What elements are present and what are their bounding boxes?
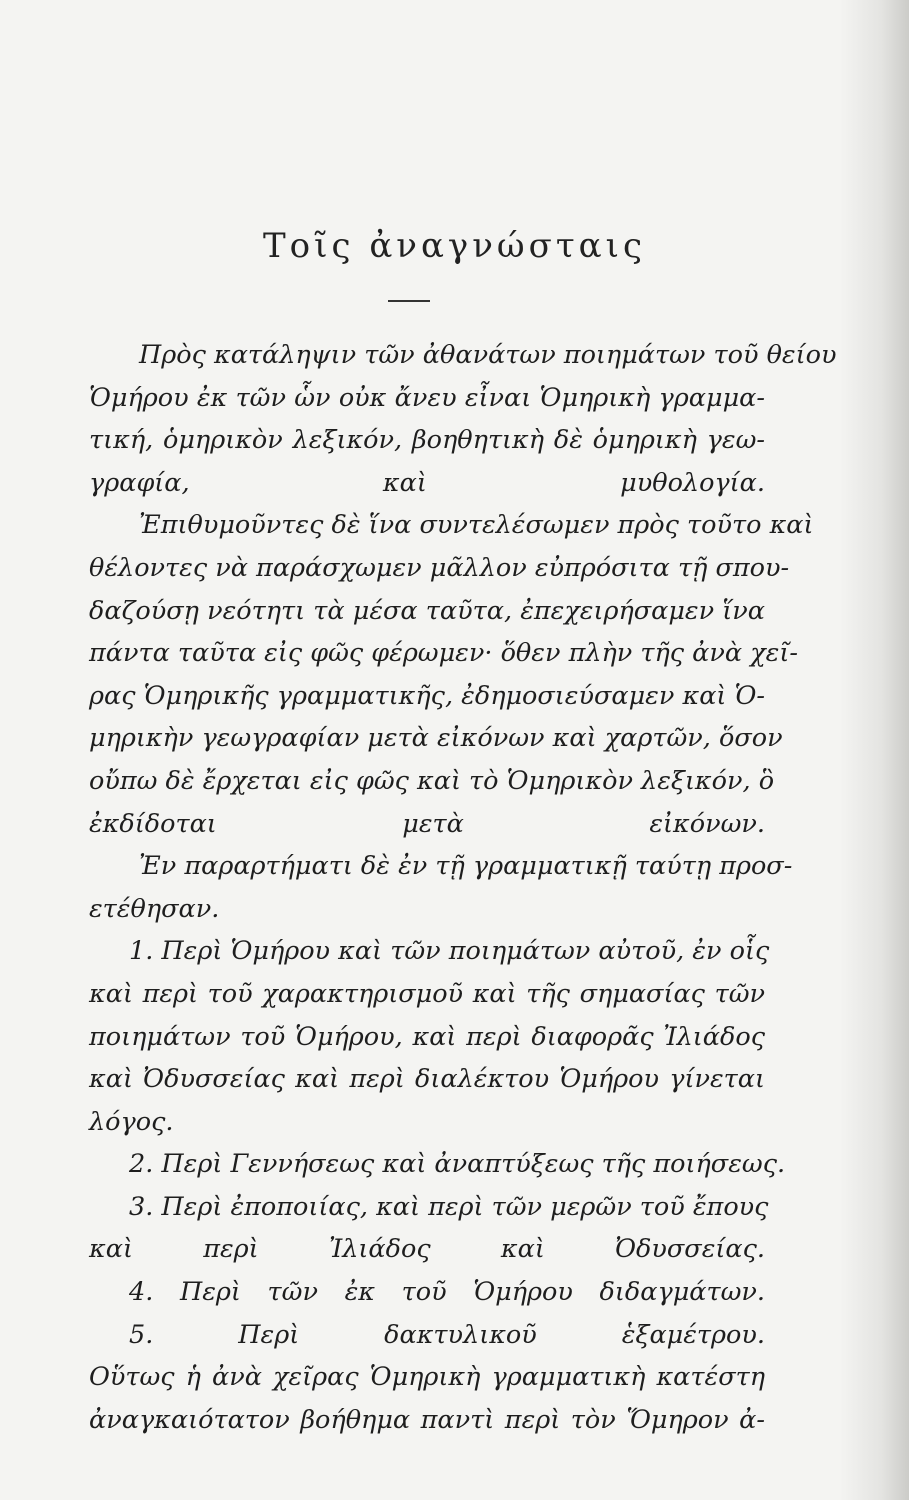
- text-line: Πρὸς κατάληψιν τῶν ἀθανάτων ποιημάτων τοῦ θείου: [139, 340, 837, 370]
- text-line: οὔπω δὲ ἔρχεται εἰς φῶς καὶ τὸ Ὁμηρικὸν λεξικόν, ὃ: [89, 765, 775, 796]
- text-line: ποιημάτων τοῦ Ὁμήρου, καὶ περὶ διαφορᾶς Ἰλιάδος: [89, 1021, 765, 1052]
- text-line: Ἐπιθυμοῦντες δὲ ἵνα συντελέσωμεν πρὸς τοῦτο καὶ: [139, 510, 814, 541]
- text-line: 4. Περὶ τῶν ἐκ τοῦ Ὁμήρου διδαγμάτων.: [129, 1277, 765, 1308]
- text-line: καὶ περὶ Ἰλιάδος καὶ Ὀδυσσείας.: [89, 1234, 765, 1265]
- text-line: 1. Περὶ Ὁμήρου καὶ τῶν ποιημάτων αὐτοῦ, ἐν οἷς: [129, 936, 770, 967]
- text-line: Ὁμήρου ἐκ τῶν ὧν οὐκ ἄνευ εἶναι Ὁμηρικὴ γραμμα-: [89, 382, 765, 413]
- text-line: Ἐν παραρτήματι δὲ ἐν τῇ γραμματικῇ ταύτῃ προσ-: [139, 851, 793, 882]
- text-line: καὶ Ὀδυσσείας καὶ περὶ διαλέκτου Ὁμήρου γίνεται: [89, 1064, 765, 1095]
- text-line: μηρικὴν γεωγραφίαν μετὰ εἰκόνων καὶ χαρτῶν, ὅσον: [89, 723, 783, 754]
- text-line: ἐκδίδοται μετὰ εἰκόνων.: [89, 808, 765, 839]
- text-line: γραφία, καὶ μυθολογία.: [89, 467, 765, 498]
- page-edge-shadow: [839, 0, 909, 1500]
- text-line: θέλοντες νὰ παράσχωμεν μᾶλλον εὐπρόσιτα τῇ σπου-: [89, 552, 790, 583]
- text-line: ετέθησαν.: [89, 893, 220, 924]
- body-text: [89, 334, 837, 1441]
- text-line: 3. Περὶ ἐποποιίας, καὶ περὶ τῶν μερῶν τοῦ ἔπους: [129, 1191, 769, 1222]
- heading-rule: [388, 300, 430, 302]
- text-line: καὶ περὶ τοῦ χαρακτηρισμοῦ καὶ τῆς σημασίας τῶν: [89, 978, 765, 1009]
- page-heading: Τοῖς ἀναγνώσταις: [263, 226, 646, 266]
- text-line: πάντα ταῦτα εἰς φῶς φέρωμεν· ὅθεν πλὴν τῆς ἀνὰ χεῖ-: [89, 638, 798, 669]
- text-line: 2. Περὶ Γεννήσεως καὶ ἀναπτύξεως τῆς ποιήσεως.: [129, 1149, 786, 1180]
- text-line: ἀναγκαιότατον βοήθημα παντὶ περὶ τὸν Ὅμηρον ἀ-: [89, 1404, 765, 1435]
- text-line: Οὕτως ἡ ἀνὰ χεῖρας Ὁμηρικὴ γραμματικὴ κατέστη: [89, 1362, 765, 1393]
- text-line: δαζούσῃ νεότητι τὰ μέσα ταῦτα, ἐπεχειρήσαμεν ἵνα: [89, 595, 765, 626]
- text-line: 5. Περὶ δακτυλικοῦ ἑξαμέτρου.: [129, 1319, 765, 1350]
- text-line: ρας Ὁμηρικῆς γραμματικῆς, ἐδημοσιεύσαμεν καὶ Ὁ-: [89, 680, 766, 711]
- text-line: λόγος.: [89, 1106, 174, 1137]
- text-line: τική, ὁμηρικὸν λεξικόν, βοηθητικὴ δὲ ὁμηρικὴ γεω-: [89, 425, 765, 456]
